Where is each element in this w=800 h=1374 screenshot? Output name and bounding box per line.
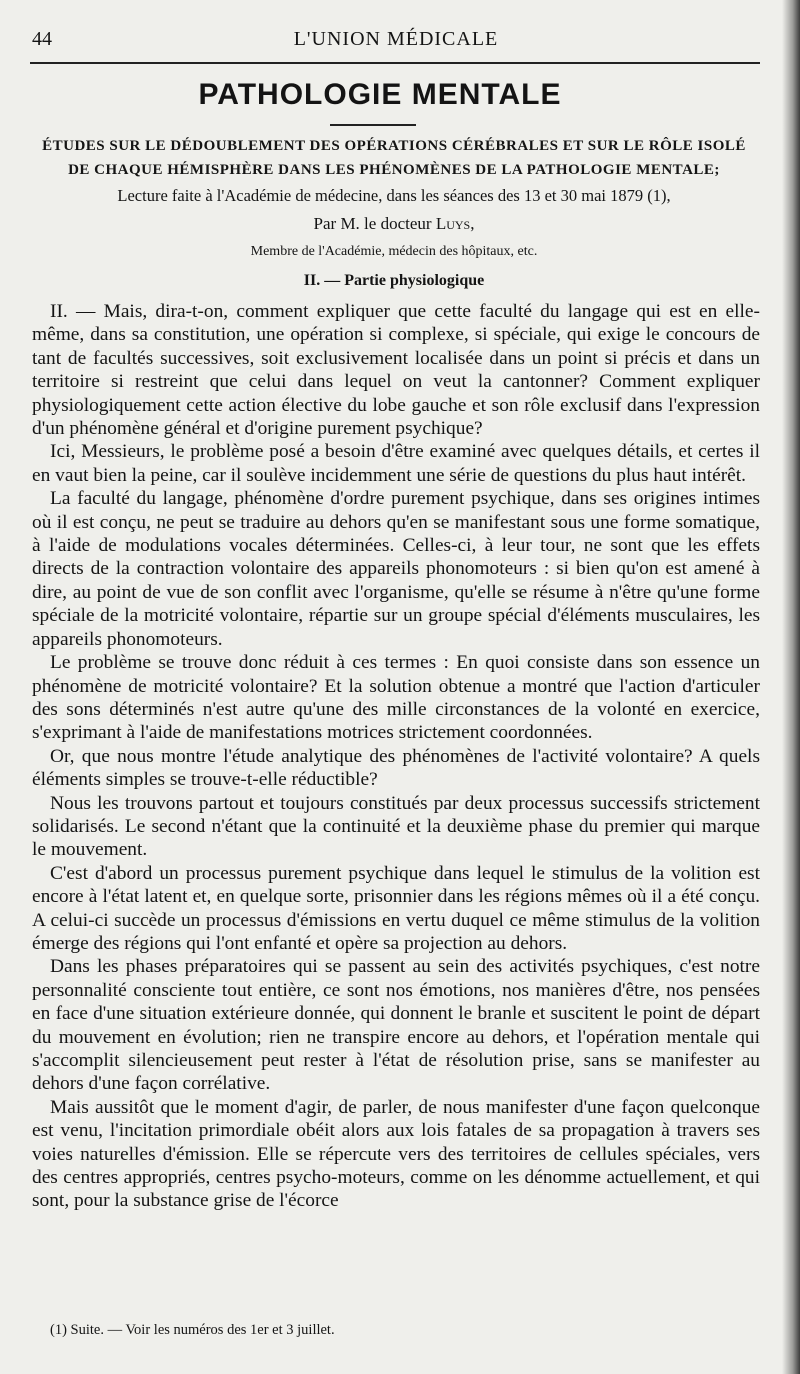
article-subtitle: ÉTUDES SUR LE DÉDOUBLEMENT DES OPÉRATIONS CÉRÉBRALES ET SUR LE RÔLE ISOLÉ DE CHAQUE HÉMISPHÈRE DANS LES PHÉNOMÈNES DE LA PATHOLOGIE MENTALE; — [42, 138, 746, 178]
author-prefix: Par M. le docteur — [313, 214, 436, 233]
title-rule — [330, 124, 416, 126]
paragraph: Ici, Messieurs, le problème posé a besoin d'être examiné avec quelques détails, et certes il en vaut bien la peine, car il soulève incidemment une série de questions du plus haut intérêt. — [32, 441, 760, 486]
section-title: PATHOLOGIE MENTALE — [198, 78, 562, 111]
paragraph: La faculté du langage, phénomène d'ordre purement psychique, dans ses origines intimes où il est conçu, ne peut se traduire au dehors qu'en se manifestant sous une forme somatique, à l'aide de modulations vocales déterminées. Celles-ci, à leur tour, ne sont que les effets directs de la contraction volontaire des appareils phonomoteurs : si bien qu'on est amené à dire, au point de vue de son conflit avec l'organisme, qu'elle se résume à n'être qu'une forme spéciale de la motricité volontaire, répartie sur un groupe spécial d'éléments musculaires, les appareils phonomoteurs. — [32, 488, 760, 650]
paragraph: Nous les trouvons partout et toujours constitués par deux processus successifs strictement solidarisés. Le second n'étant que la continuité et la deuxième phase du premier qui marque le mouvement. — [32, 792, 760, 861]
author-name: Luys, — [435, 214, 475, 233]
paragraph: Le problème se trouve donc réduit à ces termes : En quoi consiste dans son essence un phénomène de motricité volontaire? Et la solution obtenue a montré que l'action d'articuler des sons déterminés n'est autre qu'une des mille circonstances de la volonté en exercice, s'exprimant à l'aide de manifestations motrices strictement coordonnées. — [32, 652, 760, 744]
paragraph: Or, que nous montre l'étude analytique des phénomènes de l'activité volontaire? A quels éléments simples se trouve-t-elle réductible? — [32, 745, 760, 791]
paragraph: Mais aussitôt que le moment d'agir, de parler, de nous manifester d'une façon quelconque est venu, l'incitation primordiale obéit alors aux lois fatales de sa propagation à travers ses voies naturelles d'émission. Elle se répercute vers des territoires de cellules spéciales, vers des centres appropriés, centres psycho-moteurs, comme on les dénomme actuellement, et qui sont, pour la substance grise de l'écorce — [32, 1096, 760, 1212]
page-edge-shadow — [782, 0, 800, 1374]
paragraph: Dans les phases préparatoires qui se passent au sein des activités psychiques, c'est notre personnalité consciente tout entière, ce sont nos émotions, nos manières d'être, nos pensées en face d'une situation extérieure donnée, qui donnent le branle et suscitent le point de départ du mouvement en évolution; rien ne transpire encore au dehors, et l'opération mentale qui s'accomplit silencieusement peut rester à l'état de résolution prise, sans se manifester au dehors d'une façon corrélative. — [32, 956, 760, 1095]
author-affiliation: Membre de l'Académie, médecin des hôpitaux, etc. — [250, 244, 538, 259]
part-heading: II. — Partie physiologique — [303, 272, 485, 289]
lecture-note: Lecture faite à l'Académie de médecine, dans les séances des 13 et 30 mai 1879 (1), — [117, 186, 671, 205]
running-title: L'UNION MÉDICALE — [293, 28, 499, 50]
paragraph: II. — Mais, dira-t-on, comment expliquer que cette faculté du langage qui est en elle-même, dans sa constitution, une opération si complexe, si spéciale, qui exige le concours de tant de facultés successives, soit exclusivement localisée dans un point si précis et dans un territoire si restreint que celui dans lequel on veut la cantonner? Comment expliquer physiologiquement cette action élective du lobe gauche et son rôle exclusif dans l'expression d'un phénomène général et d'origine purement psychique? — [32, 301, 760, 440]
header-rule — [30, 62, 760, 64]
footnote: (1) Suite. — Voir les numéros des 1er et 3 juillet. — [50, 1322, 335, 1338]
page-number: 44 — [32, 28, 52, 50]
page-header — [32, 28, 760, 58]
author-line — [30, 214, 758, 234]
article-body — [32, 300, 760, 1213]
paragraph: C'est d'abord un processus purement psychique dans lequel le stimulus de la volition est encore à l'état latent et, en quelque sorte, prisonnier dans les régions mêmes où il a été conçu. A celui-ci succède un processus d'émissions en vertu duquel ce même stimulus de la volition émerge des régions qui l'ont enfanté et opère sa projection au dehors. — [32, 862, 760, 954]
